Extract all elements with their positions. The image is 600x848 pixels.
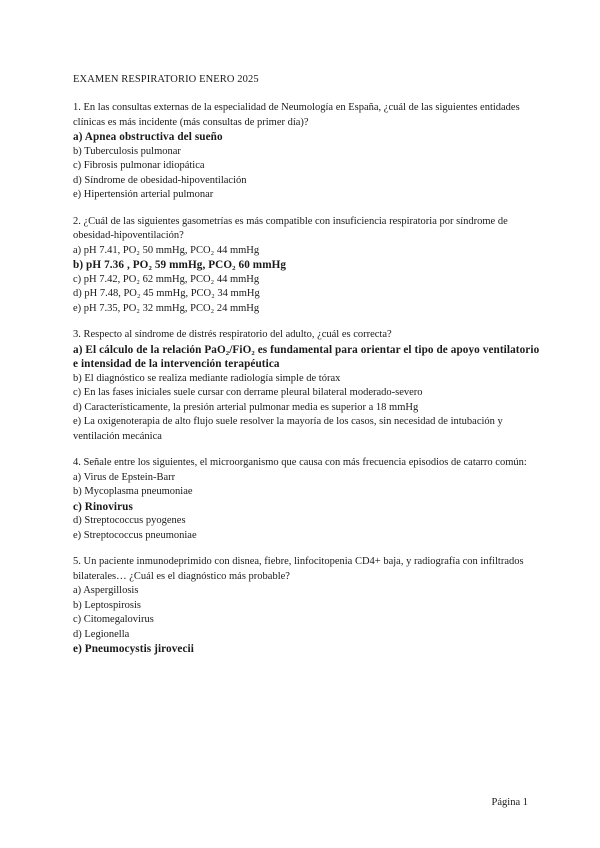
option: e) La oxigenoterapia de alto flujo suele resolver la mayoría de los casos, sin necesidad de intubación y ventilación mecánica: [73, 416, 503, 442]
option: b) El diagnóstico se realiza mediante radiología simple de tórax: [73, 372, 341, 384]
option: e) Streptococcus pneumoniae: [73, 529, 197, 541]
option: b) Mycoplasma pneumoniae: [73, 486, 193, 497]
option: a) pH 7.41, PO₂ 50 mmHg, PCO₂ 44 mmHg: [73, 244, 260, 256]
option-list: [73, 584, 540, 657]
option: a) Virus de Epstein-Barr: [73, 471, 176, 483]
question-stem: 5. Un paciente inmunodeprimido con disnea, fiebre, linfocitopenia CD4+ baja, y radiografía con infiltrados bilaterales… ¿Cuál es el diagnóstico más probable?: [73, 556, 524, 582]
question-2: [73, 215, 540, 317]
question-stem: 1. En las consultas externas de la especialidad de Neumología en España, ¿cuál de las siguientes entidades clínicas es más incidente (más consultas de primer día)?: [73, 102, 520, 128]
option-list: [73, 343, 540, 445]
question-4: [73, 456, 540, 543]
exam-title: EXAMEN RESPIRATORIO ENERO 2025: [73, 74, 259, 85]
option-list: [73, 130, 540, 203]
option-correct: b) pH 7.36 , PO₂ 59 mmHg, PCO₂ 60 mmHg: [73, 259, 287, 271]
option: d) Streptococcus pyogenes: [73, 515, 186, 526]
question-stem: 4. Señale entre los siguientes, el microorganismo que causa con más frecuencia episodios de catarro común:: [73, 457, 527, 468]
page-number: Página 1: [491, 797, 528, 808]
question-stem: 2. ¿Cuál de las siguientes gasometrías es más compatible con insuficiencia respiratoria por síndrome de obesidad-hipoventilación?: [73, 215, 508, 241]
question-5: [73, 555, 540, 657]
option-correct: e) Pneumocystis jirovecii: [73, 643, 194, 655]
option: b) Leptospirosis: [73, 599, 141, 611]
option-list: [73, 244, 540, 317]
option: d) Legionella: [73, 628, 130, 640]
option-correct: a) Apnea obstructiva del sueño: [73, 131, 223, 143]
option: e) Hipertensión arterial pulmonar: [73, 189, 214, 200]
option: e) pH 7.35, PO₂ 32 mmHg, PCO₂ 24 mmHg: [73, 302, 260, 314]
option: c) pH 7.42, PO₂ 62 mmHg, PCO₂ 44 mmHg: [73, 273, 260, 285]
question-stem: 3. Respecto al síndrome de distrés respiratorio del adulto, ¿cuál es correcta?: [73, 329, 392, 340]
option: d) Síndrome de obesidad-hipoventilación: [73, 174, 247, 186]
question-3: [73, 328, 540, 444]
option-list: [73, 471, 540, 544]
option-correct: a) El cálculo de la relación PaO₂/FiO₂ es fundamental para orientar el tipo de apoyo ventilatorio e intensidad de la intervención terapéutica: [73, 343, 540, 370]
option: c) En las fases iniciales suele cursar con derrame pleural bilateral moderado-severo: [73, 387, 423, 398]
question-1: [73, 101, 540, 203]
option: a) Aspergillosis: [73, 585, 139, 596]
option-correct: c) Rinovirus: [73, 500, 133, 513]
option: c) Fibrosis pulmonar idiopática: [73, 160, 205, 171]
option: c) Citomegalovirus: [73, 614, 154, 625]
option: b) Tuberculosis pulmonar: [73, 145, 181, 157]
option: d) Característicamente, la presión arterial pulmonar media es superior a 18 mmHg: [73, 401, 419, 413]
option: d) pH 7.48, PO₂ 45 mmHg, PCO₂ 34 mmHg: [73, 288, 260, 299]
